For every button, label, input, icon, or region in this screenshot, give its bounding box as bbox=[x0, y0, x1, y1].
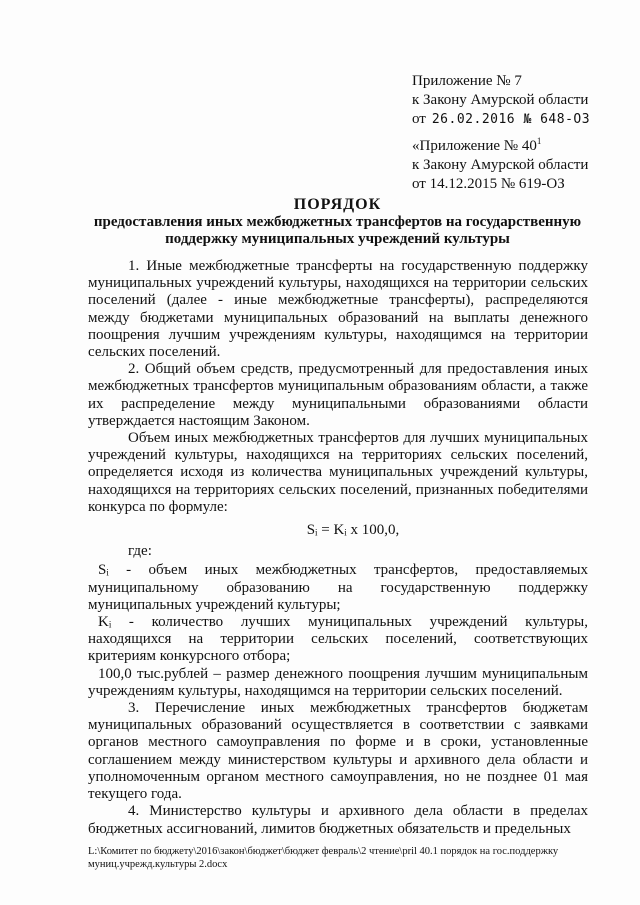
definition-k: Kᵢ - количество лучших муниципальных учреждений культуры, находящихся на территории сельских поселений, соответствующих критериям конкурсного отбора; bbox=[88, 614, 588, 665]
annex-line-3 bbox=[412, 110, 627, 129]
paragraph-1: 1. Иные межбюджетные трансферты на государственную поддержку муниципальных учреждений культуры, находящихся на территории сельских поселений (далее - иные межбюджетные трансферты), распределяются между бюджетами муниципальных образований на выплаты денежного поощрения лучшим учреждениям культуры, находящимся на территории сельских поселений. bbox=[88, 258, 588, 361]
annex2-line-1 bbox=[412, 137, 627, 156]
document-title bbox=[60, 196, 615, 248]
annex-original-header bbox=[412, 137, 627, 194]
annex-date-stamp: 26.02.2016 № 648-ОЗ bbox=[431, 112, 591, 127]
file-path-footer: L:\Комитет по бюджету\2016\закон\бюджет\бюджет февраль\2 чтение\pril 40.1 порядок на гос.поддержку муниц.учрежд.культуры 2.docx bbox=[88, 846, 559, 870]
paragraph-3: Объем иных межбюджетных трансфертов для лучших муниципальных учреждений культуры, находящихся на территориях сельских поселений, определяется исходя из количества муниципальных учреждений культуры, находящихся на территориях сельских поселений, признанных победителями конкурса по формуле: bbox=[88, 430, 588, 515]
annex-line-2: к Закону Амурской области bbox=[412, 92, 589, 108]
annex-line-1: Приложение № 7 bbox=[412, 73, 522, 89]
where-label: где: bbox=[128, 543, 152, 560]
annex-date-prefix: от bbox=[412, 111, 426, 127]
annex2-superscript: 1 bbox=[536, 136, 542, 146]
paragraph-5: 4. Министерство культуры и архивного дела области в пределах бюджетных ассигнований, лимитов бюджетных обязательств и предельных bbox=[88, 803, 588, 837]
document-body bbox=[88, 258, 588, 838]
definition-s: Sᵢ - объем иных межбюджетных трансфертов, предоставляемых муниципальному образованию на государственную поддержку муниципальных учреждений культуры; bbox=[88, 562, 588, 613]
annex2-line-1-text: «Приложение № 40 bbox=[412, 138, 537, 154]
title-main: ПОРЯДОК bbox=[293, 196, 382, 213]
annex2-line-2: к Закону Амурской области bbox=[412, 157, 589, 173]
paragraph-4: 3. Перечисление иных межбюджетных трансфертов бюджетам муниципальных образований осуществляется в соответствии с заявками органов местного самоуправления по форме и в сроки, установленные соглашением между министерством культуры и архивного дела области и уполномоченным органом местного самоуправления, но не позднее 01 мая текущего года. bbox=[88, 700, 588, 803]
formula: Sᵢ = Kᵢ x 100,0, bbox=[306, 522, 400, 539]
paragraph-2: 2. Общий объем средств, предусмотренный для предоставления иных межбюджетных трансфертов муниципальным образованиям области, а также их распределение между муниципальными образованиями области утверждается настоящим Законом. bbox=[88, 361, 588, 429]
annex2-line-3: от 14.12.2015 № 619-ОЗ bbox=[412, 176, 565, 192]
annex-header bbox=[412, 72, 627, 129]
definition-100: 100,0 тыс.рублей – размер денежного поощрения лучшим муниципальным учреждениям культуры, находящимся на территории сельских поселений. bbox=[88, 665, 588, 699]
title-sub: предоставления иных межбюджетных трансфертов на государственную поддержку муниципальных учреждений культуры bbox=[93, 214, 582, 247]
